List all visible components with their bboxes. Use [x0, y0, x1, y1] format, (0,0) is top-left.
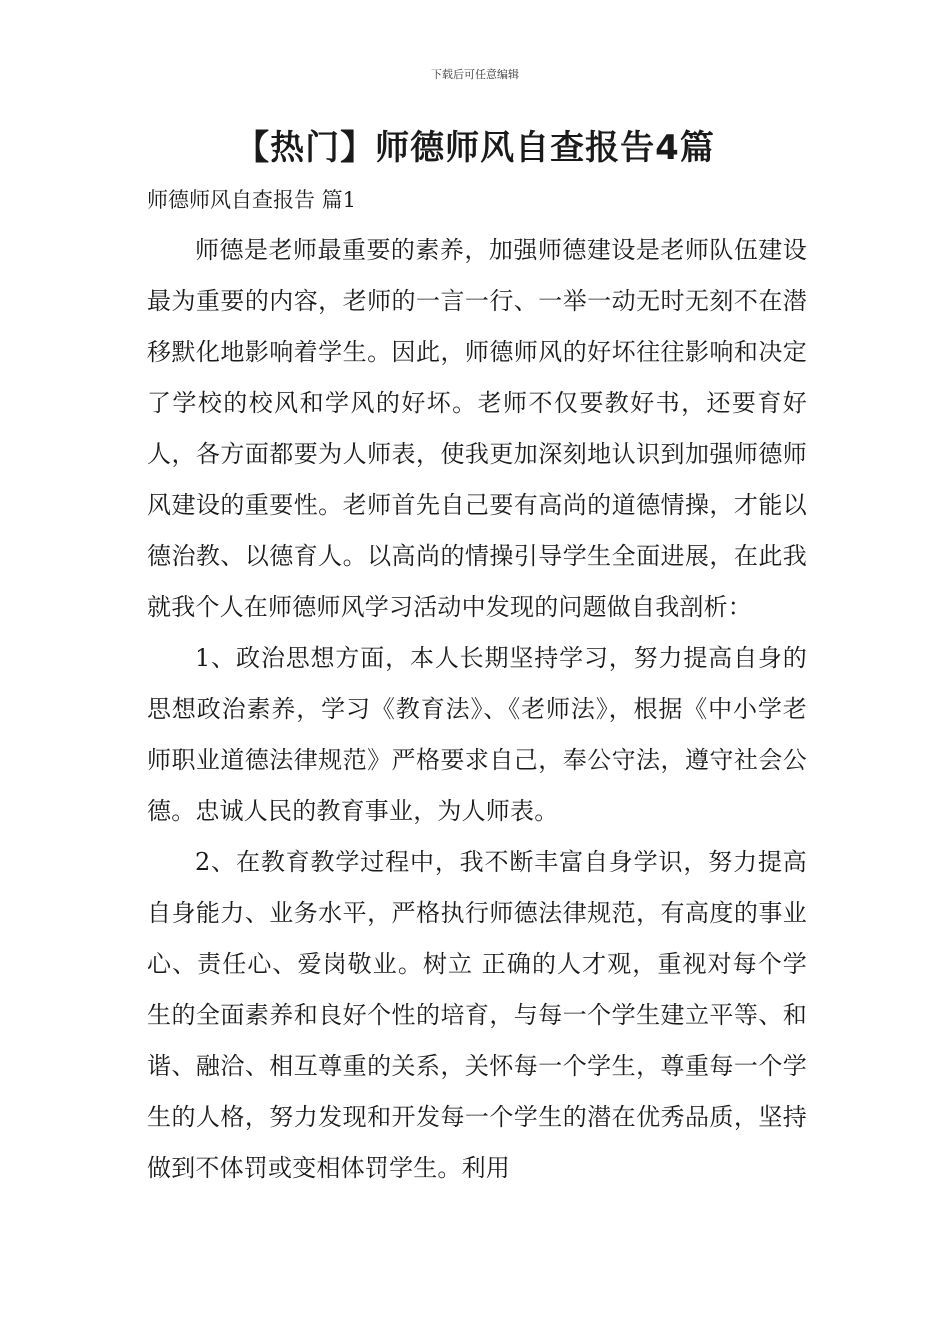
section-heading: 师德师风自查报告 篇1 [147, 188, 357, 212]
document-body [147, 225, 807, 1194]
document-title: 【热门】师德师风自查报告4篇 [235, 128, 715, 168]
paragraph-item-1: 1、政治思想方面，本人长期坚持学习，努力提高自身的思想政治素养，学习《教育法》、《老师法》，根据《中小学老师职业道德法律规范》严格要求自己，奉公守法，遵守社会公德。忠诚人民的教育事业，为人师表。 [147, 644, 807, 825]
header-note: 下载后可任意编辑 [431, 68, 519, 81]
paragraph-intro: 师德是老师最重要的素养，加强师德建设是老师队伍建设最为重要的内容，老师的一言一行、一举一动无时无刻不在潜移默化地影响着学生。因此，师德师风的好坏往往影响和决定了学校的校风和学风的好坏。老师不仅要教好书，还要育好人，各方面都要为人师表，使我更加深刻地认识到加强师德师风建设的重要性。老师首先自己要有高尚的道德情操，才能以德治教、以德育人。以高尚的情操引导学生全面进展，在此我就我个人在师德师风学习活动中发现的问题做自我剖析： [147, 236, 807, 621]
paragraph-item-2: 2、在教育教学过程中，我不断丰富自身学识，努力提高自身能力、业务水平，严格执行师德法律规范，有高度的事业心、责任心、爱岗敬业。树立 正确的人才观，重视对每个学生的全面素养和良好个性的培育，与每一个学生建立平等、和谐、融洽、相互尊重的关系，关怀每一个学生，尊重每一个学生的人格，努力发现和开发每一个学生的潜在优秀品质，坚持做到不体罚或变相体罚学生。利用 [147, 848, 807, 1182]
